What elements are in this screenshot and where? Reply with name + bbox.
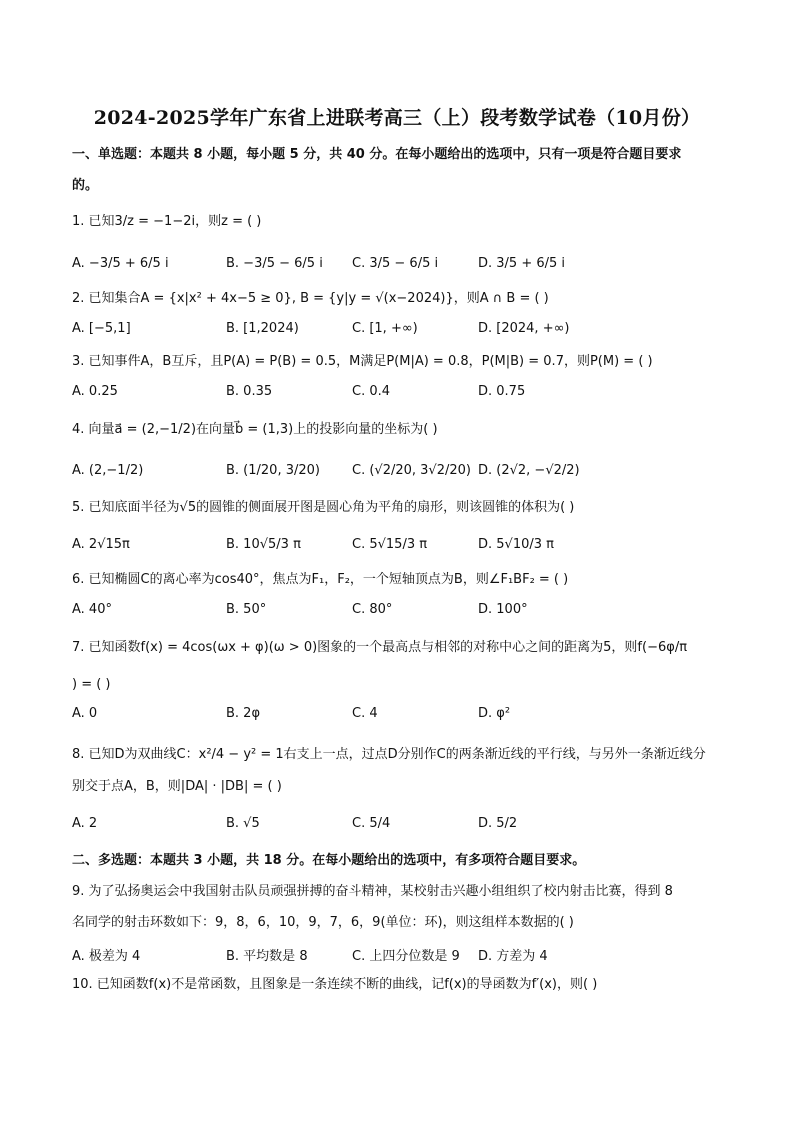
- question-7-option-b: B. 2φ: [226, 706, 261, 721]
- question-8-stem-line1: 8. 已知D为双曲线C：x²/4 − y² = 1右支上一点，过点D分别作C的两条渐近线的平行线，与另外一条渐近线分: [72, 747, 706, 762]
- question-4-option-c: C. (√2/20, 3√2/20): [352, 463, 471, 478]
- question-5-option-c: C. 5√15/3 π: [352, 537, 428, 552]
- question-9-stem-line1: 9. 为了弘扬奥运会中我国射击队员顽强拼搏的奋斗精神，某校射击兴趣小组组织了校内射击比赛，得到 8: [72, 884, 673, 899]
- question-2-stem: 2. 已知集合A = {x|x² + 4x−5 ≥ 0}, B = {y|y = √(x−2024)}，则A ∩ B = ( ): [72, 291, 549, 306]
- question-10-stem: 10. 已知函数f(x)不是常函数，且图象是一条连续不断的曲线，记f(x)的导函数为f′(x)，则( ): [72, 977, 598, 992]
- question-2-option-c: C. [1, +∞): [352, 321, 418, 336]
- question-5-option-a: A. 2√15π: [72, 537, 130, 552]
- question-1-option-a: A. −3/5 + 6/5 i: [72, 256, 169, 271]
- section1-heading-line2: 的。: [72, 178, 99, 193]
- question-4-option-d: D. (2√2, −√2/2): [478, 463, 580, 478]
- question-8-option-c: C. 5/4: [352, 816, 391, 831]
- question-1-stem: 1. 已知3/z = −1−2i，则z = ( ): [72, 214, 262, 229]
- question-8-option-b: B. √5: [226, 816, 260, 831]
- question-4-option-b: B. (1/20, 3/20): [226, 463, 320, 478]
- question-4-option-a: A. (2,−1/2): [72, 463, 144, 478]
- question-5-stem: 5. 已知底面半径为√5的圆锥的侧面展开图是圆心角为平角的扇形，则该圆锥的体积为( ): [72, 500, 575, 515]
- question-6-option-d: D. 100°: [478, 602, 528, 617]
- question-6-option-b: B. 50°: [226, 602, 267, 617]
- question-2-option-b: B. [1,2024): [226, 321, 299, 336]
- question-1-option-b: B. −3/5 − 6/5 i: [226, 256, 323, 271]
- question-4-stem: 4. 向量a⃗ = (2,−1/2)在向量b⃗ = (1,3)上的投影向量的坐标为( ): [72, 422, 438, 437]
- question-8-stem-line2: 别交于点A，B，则|DA| · |DB| = ( ): [72, 779, 282, 794]
- question-8-option-a: A. 2: [72, 816, 98, 831]
- question-3-option-d: D. 0.75: [478, 384, 526, 399]
- exam-title: 2024-2025学年广东省上进联考高三（上）段考数学试卷（10月份）: [93, 107, 701, 129]
- question-7-option-a: A. 0: [72, 706, 98, 721]
- question-5-option-b: B. 10√5/3 π: [226, 537, 301, 552]
- question-1-option-d: D. 3/5 + 6/5 i: [478, 256, 566, 271]
- question-2-option-d: D. [2024, +∞): [478, 321, 570, 336]
- question-1-option-c: C. 3/5 − 6/5 i: [352, 256, 439, 271]
- question-7-stem-line1: 7. 已知函数f(x) = 4cos(ωx + φ)(ω > 0)图象的一个最高点与相邻的对称中心之间的距离为5，则f(−6φ/π: [72, 640, 688, 655]
- question-9-option-d: D. 方差为 4: [478, 949, 548, 964]
- question-7-option-d: D. φ²: [478, 706, 511, 721]
- question-9-stem-line2: 名同学的射击环数如下：9，8，6，10，9，7，6，9(单位：环)，则这组样本数据的( ): [72, 915, 574, 930]
- question-2-option-a: A. [−5,1]: [72, 321, 131, 336]
- question-8-option-d: D. 5/2: [478, 816, 518, 831]
- section1-heading-line1: 一、单选题：本题共 8 小题，每小题 5 分，共 40 分。在每小题给出的选项中，只有一项是符合题目要求: [72, 147, 682, 162]
- question-9-option-c: C. 上四分位数是 9: [352, 949, 460, 964]
- question-7-stem-line2: ) = ( ): [72, 677, 111, 692]
- question-7-option-c: C. 4: [352, 706, 378, 721]
- section2-heading: 二、多选题：本题共 3 小题，共 18 分。在每小题给出的选项中，有多项符合题目要求。: [72, 853, 586, 868]
- question-3-option-b: B. 0.35: [226, 384, 273, 399]
- question-3-option-a: A. 0.25: [72, 384, 118, 399]
- question-3-stem: 3. 已知事件A，B互斥，且P(A) = P(B) = 0.5，M满足P(M|A) = 0.8，P(M|B) = 0.7，则P(M) = ( ): [72, 354, 653, 369]
- question-6-option-c: C. 80°: [352, 602, 393, 617]
- question-9-option-a: A. 极差为 4: [72, 949, 141, 964]
- question-6-option-a: A. 40°: [72, 602, 112, 617]
- question-3-option-c: C. 0.4: [352, 384, 391, 399]
- question-6-stem: 6. 已知椭圆C的离心率为cos40°，焦点为F₁，F₂，一个短轴顶点为B，则∠F₁BF₂ = ( ): [72, 572, 569, 587]
- question-9-option-b: B. 平均数是 8: [226, 949, 308, 964]
- question-5-option-d: D. 5√10/3 π: [478, 537, 554, 552]
